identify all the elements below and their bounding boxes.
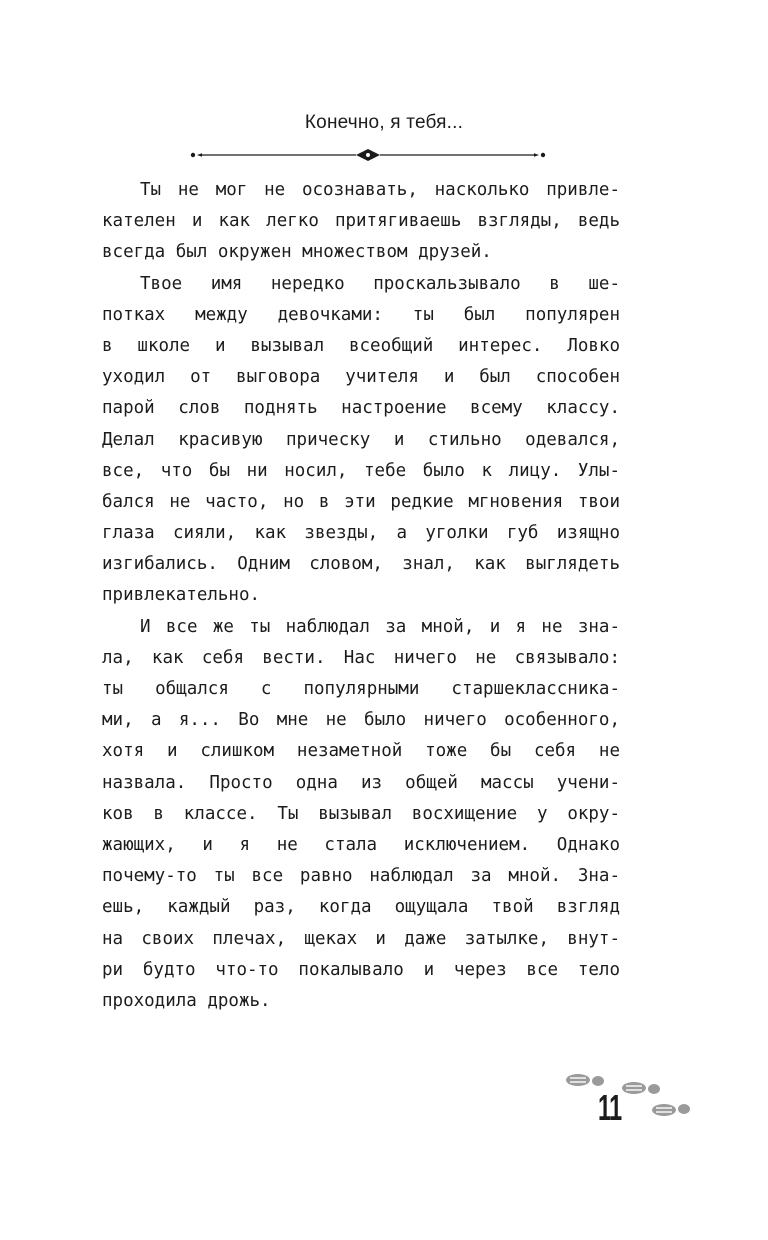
text-line: Делал красивую прическу и стильно одевался, [102, 429, 620, 450]
text-line: всегда был окружен множеством друзей. [102, 242, 492, 263]
text-line: бался не часто, но в эти редкие мгновения твои [102, 491, 620, 512]
text-line: уходил от выговора учителя и был способен [102, 367, 620, 388]
text-line: на своих плечах, щеках и даже затылке, внут- [102, 928, 620, 949]
paragraph-2 [102, 269, 620, 612]
running-header: Конечно, я тебя... [304, 112, 464, 133]
text-line: хотя и слишком незаметной тоже бы себя не [102, 741, 620, 762]
paragraph-3 [102, 612, 620, 1017]
text-line: назвала. Просто одна из общей массы учени- [102, 772, 620, 793]
paragraph-1 [102, 175, 620, 269]
text-line: ешь, каждый раз, когда ощущала твой взгляд [102, 897, 620, 918]
text-line: все, что бы ни носил, тебе было к лицу. Улы- [102, 460, 620, 481]
ornament-divider-icon [188, 147, 548, 163]
text-line: потках между девочками: ты был популярен [102, 304, 620, 325]
text-line: почему-то ты все равно наблюдал за мной. Зна- [102, 866, 620, 887]
text-line: Твое имя нередко проскальзывало в ше- [140, 273, 620, 294]
text-line: ми, а я... Во мне не было ничего особенного, [102, 710, 620, 731]
body-text [102, 175, 620, 1017]
text-line: ты общался с популярными старшеклассника- [102, 679, 620, 699]
text-line: парой слов поднять настроение всему классу. [102, 398, 620, 419]
page-number: 11 [598, 1087, 622, 1128]
text-line: Ты не мог не осознавать, насколько привле- [140, 180, 620, 200]
text-line: проходила дрожь. [102, 990, 271, 1011]
text-line: изгибались. Одним словом, знал, как выглядеть [102, 554, 620, 575]
text-line: И все же ты наблюдал за мной, и я не зна- [140, 616, 620, 637]
text-line: жающих, и я не стала исключением. Однако [102, 834, 620, 855]
text-line: ри будто что-то покалывало и через все тело [102, 959, 620, 980]
footprints-icon [560, 1068, 700, 1124]
text-line: ков в классе. Ты вызывал восхищение у окру- [102, 803, 620, 824]
text-line: привлекательно. [102, 585, 261, 606]
text-line: в школе и вызывал всеобщий интерес. Ловко [102, 335, 620, 356]
text-line: кателен и как легко притягиваешь взгляды, ведь [102, 211, 620, 232]
text-line: глаза сияли, как звезды, а уголки губ изящно [102, 523, 620, 544]
text-line: ла, как себя вести. Нас ничего не связывало: [102, 647, 620, 668]
